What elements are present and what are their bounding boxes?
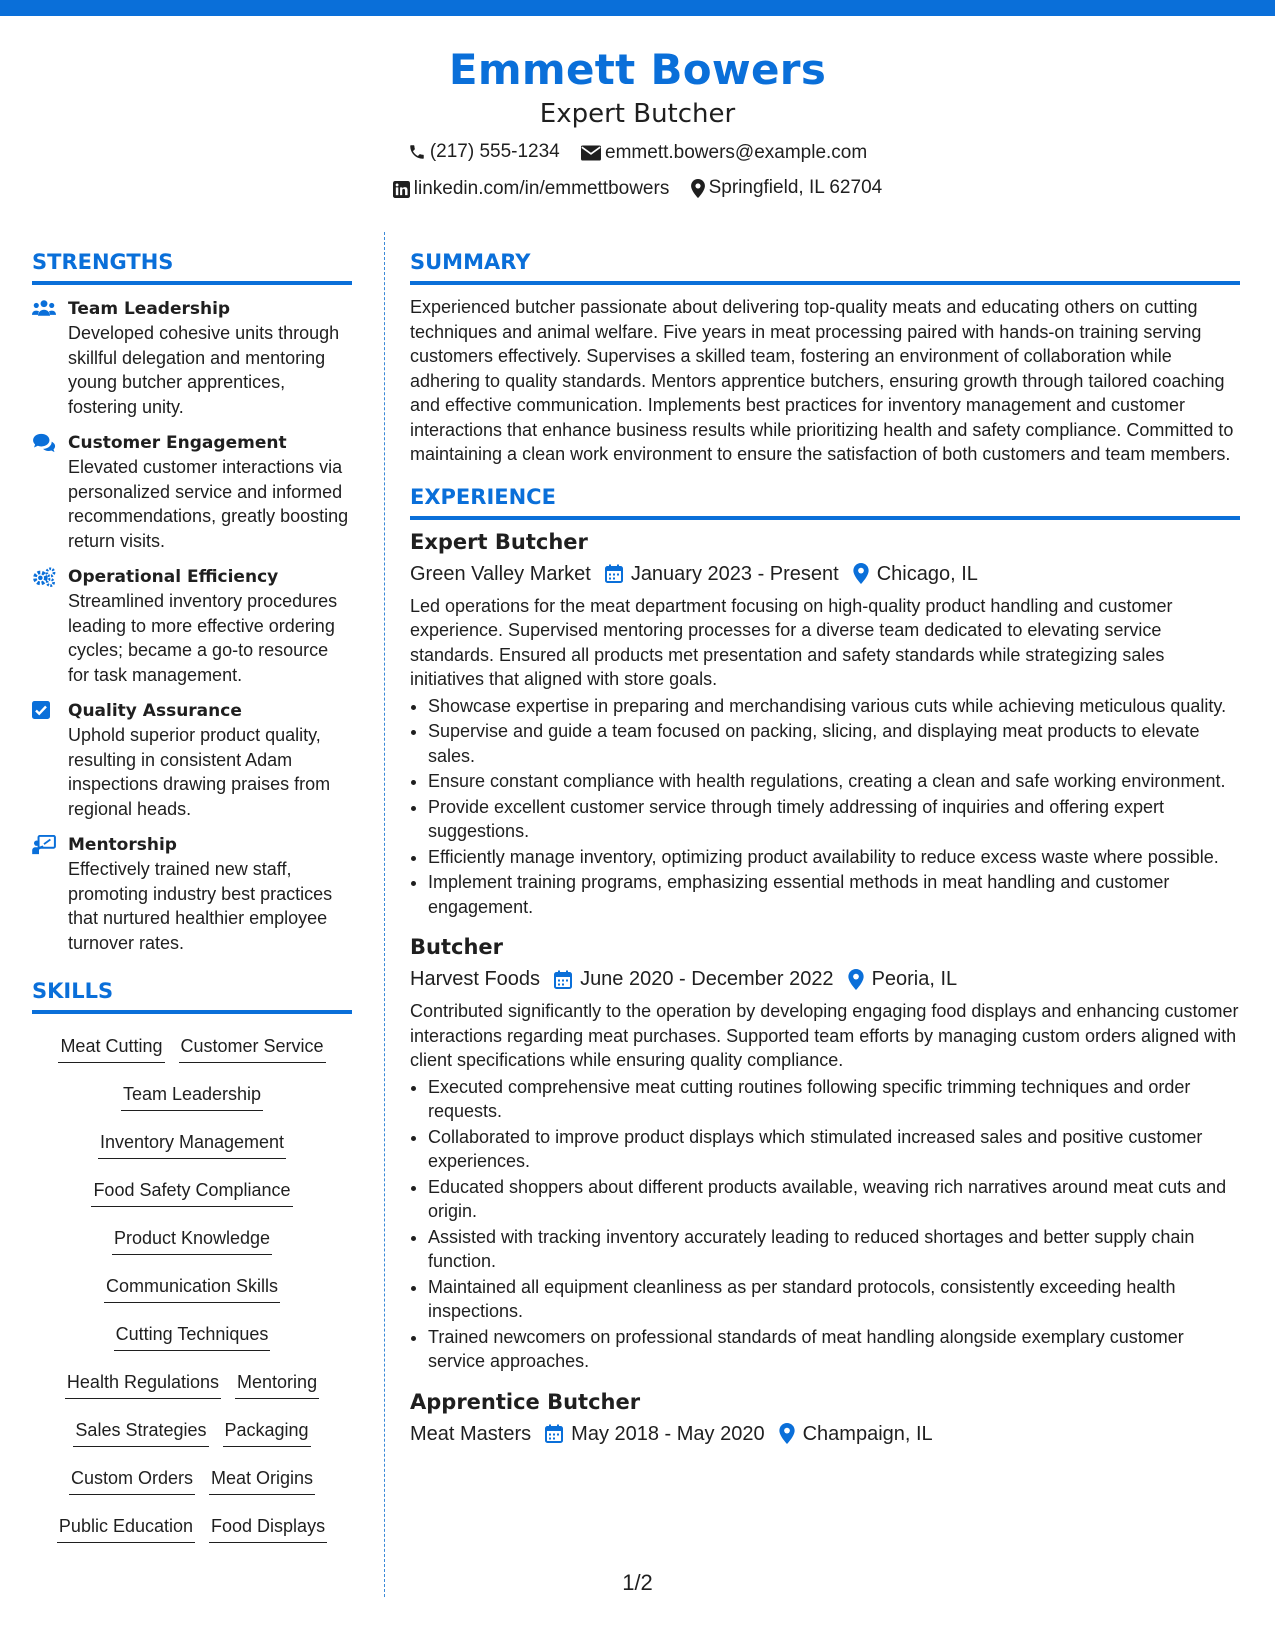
page-number: 1/2 [622,1570,653,1595]
strength-item [32,833,352,955]
column-divider [384,232,385,1597]
experience-heading: EXPERIENCE [410,483,1240,520]
phone-contact[interactable] [408,140,560,164]
bullet-item: • Implement training programs, emphasizing essential methods in meat handling and customer engagement. [428,870,1240,919]
summary-heading: SUMMARY [410,248,1240,285]
skill-tag: Custom Orders [69,1460,195,1495]
email-contact[interactable] [581,141,867,165]
bullet-item: • Maintained all equipment cleanliness as per standard protocols, consistently exceeding health inspections. [428,1275,1240,1324]
checkbox-icon [32,701,50,719]
candidate-title: Expert Butcher [539,99,736,129]
job-dates: June 2020 - December 2022 [580,968,834,990]
email-text: emmett.bowers@example.com [605,142,868,163]
linkedin-text: linkedin.com/in/emmettbowers [413,178,670,199]
map-pin-icon [691,179,705,198]
strength-text: Streamlined inventory procedures leading to more effective ordering cycles; became a go-to resource for task management. [68,591,338,685]
skill-tag: Team Leadership [121,1076,263,1111]
strength-title: Customer Engagement [68,433,287,453]
chat-bubbles-icon [32,433,56,453]
skill-tag: Meat Origins [209,1460,315,1495]
linkedin-icon [393,181,410,198]
bullet-item: • Provide excellent customer service through timely addressing of inquiries and offering expert suggestions. [428,795,1240,844]
skill-tag: Food Safety Compliance [91,1172,292,1207]
skill-tag: Mentoring [235,1364,319,1399]
right-column [410,248,1240,1448]
summary-text: Experienced butcher passionate about delivering top-quality meats and educating others on cutting techniques and animal welfare. Five years in meat processing paired with hands-on training serving customers effectively. Supervises a skilled team, fostering an environment of collaboration while adhering to quality standards. Mentors apprentice butchers, ensuring growth through tailored coaching and effective communication. Implements best practices for inventory management and customer interactions that enhance business results while prioritizing health and safety compliance. Committed to maintaining a clean work environment to ensure the satisfaction of both customers and team members. [410,297,1234,464]
linkedin-contact[interactable] [393,177,670,201]
strength-item [32,699,352,821]
contact-line-1 [0,140,1275,168]
strength-text: Developed cohesive units through skillful delegation and mentoring young butcher apprentices, fostering unity. [68,323,340,417]
map-pin-icon [779,1423,795,1444]
bullet-item: • Educated shoppers about different products available, weaving rich narratives around meat cuts and origin. [428,1175,1240,1224]
gears-icon [32,567,56,587]
bullet-item: • Efficiently manage inventory, optimizing product availability to reduce excess waste where possible. [428,845,1240,870]
job-location: Chicago, IL [876,562,978,585]
job-location: Peoria, IL [871,968,958,990]
job-bullets [410,1075,1240,1374]
contact-line-2 [0,176,1275,205]
strength-item [32,297,352,419]
bullet-item: • Showcase expertise in preparing and merchandising various cuts while achieving meticulous quality. [428,694,1240,719]
map-pin-icon [853,563,869,584]
phone-icon [408,143,426,161]
resume-header [0,44,1275,205]
left-column [32,248,352,1552]
job-dates: January 2023 - Present [630,562,839,585]
users-icon [32,299,56,317]
bullet-item: • Trained newcomers on professional standards of meat handling alongside exemplary customer service approaches. [428,1325,1240,1374]
teacher-icon [32,835,56,855]
bullet-item: • Assisted with tracking inventory accurately leading to reduced shortages and better supply chain function. [428,1225,1240,1274]
job-entry [410,526,1240,920]
calendar-icon [554,970,572,989]
job-location: Champaign, IL [802,1422,933,1445]
candidate-name: Emmett Bowers [448,45,827,94]
skill-tag: Public Education [57,1508,195,1543]
strength-title: Quality Assurance [68,701,242,721]
job-description: Led operations for the meat department focusing on high-quality product handling and customer experience. Supervised mentoring processes for a diverse team dedicated to elevating service standards. Ensured all products met presentation and safety standards while strategizing sales initiatives that aligned with store goals. [410,595,1173,689]
location-contact [691,176,883,200]
strengths-heading: STRENGTHS [32,248,352,285]
calendar-icon [605,564,623,583]
strength-text: Elevated customer interactions via personalized service and informed recommendations, greatly boosting return visits. [68,457,349,551]
strength-text: Uphold superior product quality, resulting in consistent Adam inspections drawing praises from regional heads. [68,725,331,819]
skill-tag: Product Knowledge [112,1220,272,1255]
bullet-item: • Executed comprehensive meat cutting routines following specific trimming techniques and order requests. [428,1075,1240,1124]
skill-tag: Packaging [223,1412,311,1447]
bullet-item: • Collaborated to improve product displays which stimulated increased sales and positive customer experiences. [428,1125,1240,1174]
skill-tag: Food Displays [209,1508,327,1543]
job-title: Expert Butcher [410,529,588,554]
job-company: Meat Masters [410,1422,532,1445]
top-accent-bar [0,0,1275,16]
bullet-item: • Ensure constant compliance with health regulations, creating a clean and safe working environment. [428,769,1240,794]
strength-text: Effectively trained new staff, promoting industry best practices that nurtured healthier employee turnover rates. [68,859,333,953]
strength-title: Mentorship [68,835,177,855]
calendar-icon [545,1424,563,1443]
job-meta [410,965,1240,993]
job-meta [410,1420,1240,1448]
job-meta [410,560,1240,588]
job-title: Apprentice Butcher [410,1389,641,1414]
skill-tag: Cutting Techniques [114,1316,271,1351]
skill-tag: Health Regulations [65,1364,221,1399]
skill-tag: Meat Cutting [58,1028,164,1063]
strength-title: Team Leadership [68,299,231,319]
job-company: Harvest Foods [410,968,541,990]
skills-list [32,1024,352,1552]
envelope-icon [581,145,601,161]
job-dates: May 2018 - May 2020 [571,1422,765,1445]
job-company: Green Valley Market [410,562,591,585]
job-bullets [410,694,1240,920]
location-text: Springfield, IL 62704 [708,177,883,198]
skill-tag: Inventory Management [98,1124,286,1159]
job-description: Contributed significantly to the operation by developing engaging food displays and enhancing customer interactions regarding meat purchases. Supported team efforts by managing custom orders aligned with client specifications while ensuring quality compliance. [410,1001,1239,1070]
strength-item [32,431,352,553]
job-entry [410,931,1240,1374]
phone-text: (217) 555-1234 [429,141,560,162]
job-entry [410,1386,1240,1448]
strength-item [32,565,352,687]
skill-tag: Communication Skills [104,1268,280,1303]
bullet-item: • Supervise and guide a team focused on packing, slicing, and displaying meat products to elevate sales. [428,719,1240,768]
job-title: Butcher [410,935,503,959]
skill-tag: Customer Service [179,1028,326,1063]
strength-title: Operational Efficiency [68,567,279,587]
skill-tag: Sales Strategies [73,1412,208,1447]
skills-heading: SKILLS [32,977,352,1014]
map-pin-icon [848,969,864,990]
